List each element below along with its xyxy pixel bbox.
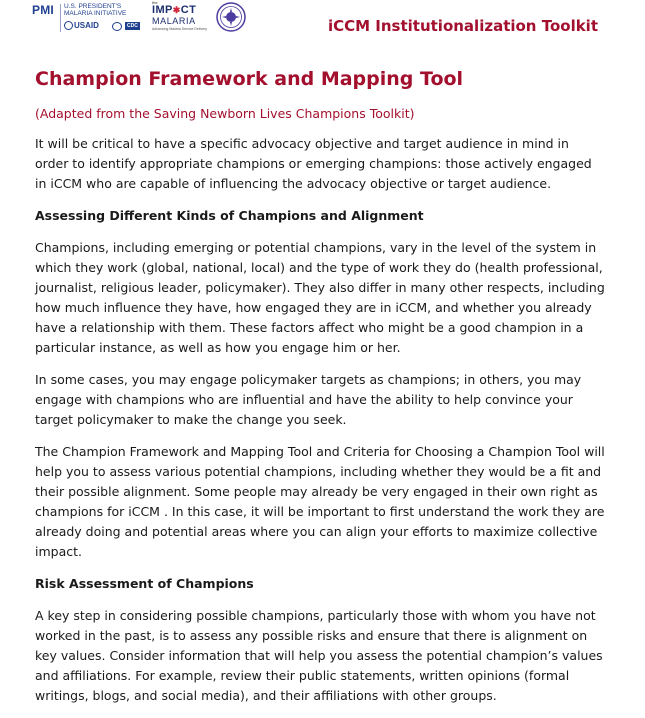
pmi-logo-mark: PMI [32, 3, 54, 17]
page-header [0, 0, 645, 44]
usaid-logo [64, 21, 99, 30]
impact-logo-word-left: IMP [152, 4, 173, 16]
alignment-paragraph-2: In some cases, you may engage policymaker targets as champions; in others, you may engage with champions who are influential and have the ability to help convince your target policymaker to make the change you seek. [35, 372, 582, 427]
page-title: Champion Framework and Mapping Tool [35, 68, 464, 90]
impact-logo-the: the [152, 0, 158, 5]
alignment-paragraph-1: Champions, including emerging or potential champions, vary in the level of the system in which they work (global, national, local) and the type of work they do (health professional, journalist, religious leader, policymaker). They also differ in many other respects, including how much influence they have, how engaged they are in iCCM, and whether you already have a relationship with them. These factors affect who might be a good champion in a particular instance, as well as how you engage him or her. [35, 240, 605, 355]
impact-malaria-logo [152, 0, 214, 36]
pmi-logo-line2: MALARIA INITIATIVE [64, 10, 127, 17]
star-burst-icon: ✱ [172, 5, 181, 15]
hhs-seal-icon [112, 22, 122, 31]
usaid-seal-icon [64, 21, 73, 30]
impact-logo-tagline: Advancing Malaria Service Delivery [152, 27, 208, 31]
toolkit-title: iCCM Institutionalization Toolkit [327, 17, 598, 35]
pmi-logo-divider [60, 4, 61, 32]
risk-paragraph-1: A key step in considering possible champions, particularly those with whom you have not worked in the past, is to assess any possible risks and ensure that there is alignment on key values. Consider information that will help you assess the potential champion’s values and affiliations. For example, review their public statements, written opinions (formal writings, blogs, and social media), and their affiliations with other groups. [35, 608, 603, 703]
impact-logo-malaria: MALARIA [152, 16, 196, 26]
cdc-logo: CDC [127, 23, 138, 29]
section-heading-risk: Risk Assessment of Champions [35, 576, 254, 591]
section-heading-alignment: Assessing Different Kinds of Champions and Alignment [35, 208, 424, 223]
usaid-logo-text: USAID [74, 21, 99, 30]
impact-logo-word [152, 4, 196, 16]
page-subtitle: (Adapted from the Saving Newborn Lives Champions Toolkit) [35, 106, 415, 121]
pmi-logo [32, 2, 144, 38]
intro-paragraph: It will be critical to have a specific advocacy objective and target audience in mind in order to identify appropriate champions or emerging champions: those actively engaged in iCCM who are capable of influencing the advocacy objective or target audience. [35, 136, 592, 191]
alignment-paragraph-3: The Champion Framework and Mapping Tool and Criteria for Choosing a Champion Tool will help you to assess various potential champions, including whether they would be a fit and their possible alignment. Some people may already be very engaged in their own right as champions for iCCM . In this case, it will be important to first understand the work they are already doing and potential areas where you can align your efforts to maximize collective impact. [35, 444, 605, 559]
organization-seal-icon [216, 2, 246, 32]
impact-logo-word-right: CT [180, 4, 197, 16]
document-body [35, 66, 605, 718]
pmi-logo-line1: U.S. PRESIDENT'S [64, 3, 122, 10]
